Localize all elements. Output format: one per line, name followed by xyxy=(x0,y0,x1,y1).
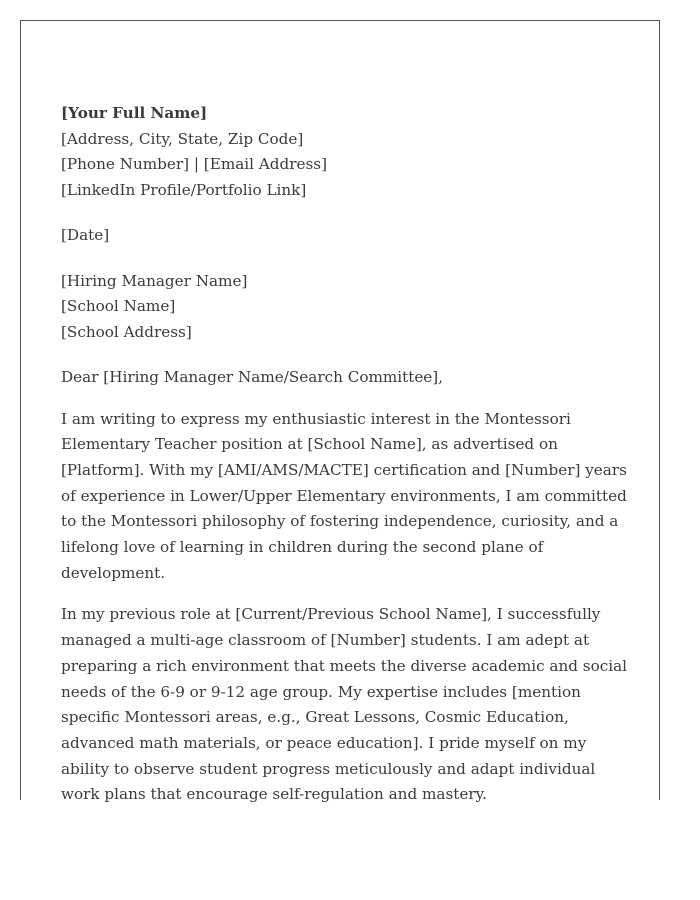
body-paragraph-1: I am writing to express my enthusiastic interest in the Montessori Elementary Teacher position at [School Name], as advertised on [Platform]. With my [AMI/AMS/MACTE] certification and [Number] years of experience in Lower/Upper Elementary environments, I am committed to the Montessori philosophy of fostering independence, curiosity, and a lifelong love of learning in children during the second plane of development. xyxy=(61,409,627,582)
recipient-school: [School Name] xyxy=(61,297,176,315)
salutation xyxy=(61,365,631,391)
sender-contact: [Phone Number] | [Email Address] xyxy=(61,155,327,173)
salutation-text: Dear [Hiring Manager Name/Search Committee], xyxy=(61,368,444,386)
letter-page xyxy=(20,20,660,804)
sender-address: [Address, City, State, Zip Code] xyxy=(61,129,304,148)
sender-block xyxy=(61,101,631,203)
recipient-block xyxy=(61,269,631,346)
letter-content xyxy=(61,101,631,808)
letter-date: [Date] xyxy=(61,226,110,244)
date-block xyxy=(61,223,631,249)
body-paragraph-2: In my previous role at [Current/Previous School Name], I successfully managed a multi-age classroom of [Number] students. I am adept at preparing a rich environment that meets the diverse academic and social needs of the 6-9 or 9-12 age group. My expertise includes [mention specific Montessori areas, e.g., Great Lessons, Cosmic Education, advanced math materials, or peace education]. I pride myself on my ability to observe student progress meticulously and adapt individual work plans that encourage self-regulation and mastery. xyxy=(61,605,628,804)
recipient-manager: [Hiring Manager Name] xyxy=(61,271,248,290)
sender-link: [LinkedIn Profile/Portfolio Link] xyxy=(61,180,307,199)
recipient-address: [School Address] xyxy=(61,322,192,341)
sender-name: [Your Full Name] xyxy=(61,104,208,122)
